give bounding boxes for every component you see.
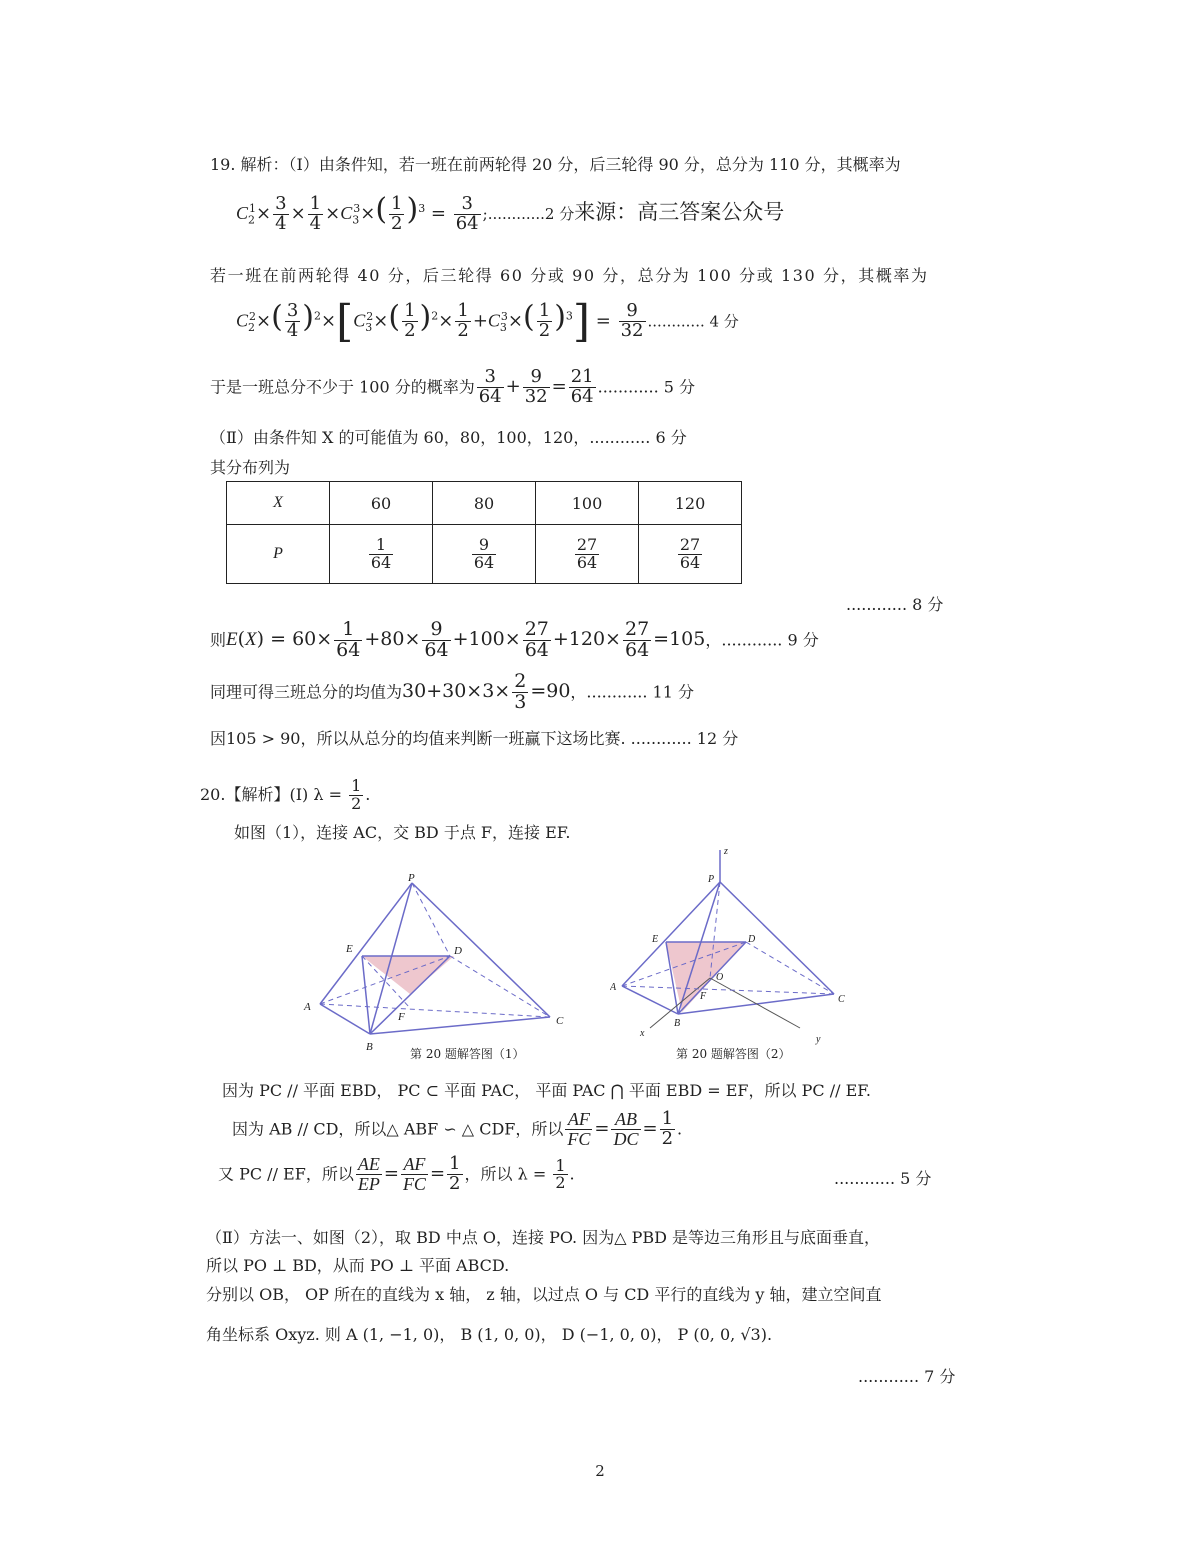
q20-line2: 因为 PC // 平面 EBD， PC ⊂ 平面 PAC， 平面 PAC ⋂ 平面 EBD = EF，所以 PC // EF.	[222, 1081, 871, 1100]
page-number: 2	[595, 1462, 605, 1480]
svg-text:F: F	[700, 991, 707, 1002]
q19-expectation: 则E(X) = 60× $\frac{1}{64}$ +80× $\frac{9}{64}$ +100× $\frac{27}{64}$ +120× $\frac{27}{64}$ =105，............ 9 分	[210, 618, 819, 661]
table-header-x: X	[227, 482, 330, 525]
table-p-label: P	[227, 525, 330, 584]
q19-line2: 若一班在前两轮得 40 分，后三轮得 60 分或 90 分，总分为 100 分或 130 分，其概率为	[210, 266, 929, 285]
shaded-triangle	[362, 956, 454, 994]
q19-eq1-score: ;............2 分	[482, 205, 575, 223]
distribution-table	[226, 481, 742, 584]
watermark-text: 来源：高三答案公众号	[574, 200, 785, 224]
q20-line1: 如图（1），连接 AC，交 BD 于点 F，连接 EF.	[234, 823, 571, 842]
table-header-cell: 100	[536, 482, 639, 525]
svg-text:C: C	[556, 1015, 564, 1027]
svg-text:P: P	[408, 874, 415, 884]
svg-text:E: E	[652, 934, 659, 945]
q19-line3: 于是一班总分不少于 100 分的概率为 $\frac{3}{64}$ + $\frac{9}{32}$ = $\frac{21}{64}$ ............ 5 分	[210, 366, 696, 407]
svg-text:B: B	[366, 1041, 373, 1053]
svg-text:F: F	[398, 1011, 405, 1023]
q19-avg: 同理可得三班总分的均值为30+30×3× $\frac{2}{3}$ =90，............ 11 分	[210, 670, 694, 713]
table-p-cell: $\frac{27}{64}$	[639, 525, 742, 584]
q20-line8: 角坐标系 Oxyz. 则 A (1, −1, 0)， B (1, 0, 0)， D (−1, 0, 0)， P (0, 0, √3).	[206, 1325, 773, 1344]
table-header-cell: 60	[330, 482, 433, 525]
q19-eq1: $C_2^1\times$ $\frac{3}{4}$ × $\frac{1}{4}$ $\times C_3^3\times$( $\frac{1}{2}$ )$^3$ = $\frac{3}{64}$ ;............2 分来源：高三答案公众号	[236, 192, 785, 234]
q20-head: 20.【解析】(Ⅰ) λ = $\frac{1}{2}$ .	[200, 776, 371, 813]
figure-2	[610, 844, 850, 1049]
table-p-cell: $\frac{27}{64}$	[536, 525, 639, 584]
svg-text:y: y	[816, 1034, 821, 1045]
svg-text:x: x	[640, 1028, 645, 1039]
q19-line5: 其分布列为	[210, 458, 291, 477]
svg-text:O: O	[716, 972, 724, 983]
svg-text:D: D	[454, 945, 462, 957]
q19-line3-score: ............ 5 分	[597, 377, 696, 397]
svg-text:A: A	[304, 1001, 311, 1013]
q19-score8: ............ 8 分	[846, 595, 944, 614]
q20-line4: 又 PC // EF，所以 $\frac{AE}{EP}$ = $\frac{AF}{FC}$ = $\frac{1}{2}$ ，所以 λ = $\frac{1}{2}$ .	[218, 1153, 575, 1194]
svg-text:A: A	[610, 982, 617, 993]
svg-text:D: D	[748, 934, 756, 945]
svg-text:z: z	[724, 846, 728, 857]
q20-line5: （Ⅱ）方法一、如图（2），取 BD 中点 O，连接 PO. 因为△ PBD 是等边三角形且与底面垂直，	[206, 1228, 881, 1247]
table-p-cell: $\frac{1}{64}$	[330, 525, 433, 584]
q20-line6: 所以 PO ⊥ BD，从而 PO ⊥ 平面 ABCD.	[206, 1256, 510, 1275]
svg-text:B: B	[674, 1018, 681, 1029]
q20-line3: 因为 AB // CD，所以△ ABF ∽ △ CDF，所以 $\frac{AF}{FC}$ = $\frac{AB}{DC}$ = $\frac{1}{2}$ .	[232, 1108, 683, 1149]
figure-2-caption: 第 20 题解答图（2）	[676, 1047, 791, 1061]
table-p-cell: $\frac{9}{64}$	[433, 525, 536, 584]
svg-text:P: P	[708, 874, 715, 885]
q19-eq2: $C_2^2\times$( $\frac{3}{4}$ )$^2\times[C_3^2\times$( $\frac{1}{2}$ )$^2$× $\frac{1}{2}$ $+C_3^3\times$( $\frac{1}{2}$ )$^3$] = $\frac{9}{32}$ ............ 4 分	[236, 296, 739, 347]
figure-1	[300, 874, 580, 1054]
figure-1-caption: 第 20 题解答图（1）	[410, 1047, 525, 1061]
q19-eq2-score: ............ 4 分	[647, 312, 739, 331]
svg-text:E: E	[346, 943, 353, 955]
q19-line3-prefix: 于是一班总分不少于 100 分的概率为	[210, 377, 475, 397]
q19-line4: （Ⅱ）由条件知 X 的可能值为 60，80，100，120，............ 6 分	[210, 428, 687, 447]
svg-text:C: C	[838, 994, 845, 1005]
q20-score5: ............ 5 分	[834, 1169, 932, 1188]
q20-score7: ............ 7 分	[858, 1367, 956, 1386]
q19-conclusion: 因105 > 90，所以从总分的均值来判断一班赢下这场比赛. ............ 12 分	[210, 729, 739, 748]
q20-line7: 分别以 OB， OP 所在的直线为 x 轴， z 轴，以过点 O 与 CD 平行的直线为 y 轴，建立空间直	[206, 1285, 882, 1304]
table-header-cell: 80	[433, 482, 536, 525]
q19-intro: 19. 解析：（Ⅰ）由条件知，若一班在前两轮得 20 分，后三轮得 90 分，总分为 110 分，其概率为	[210, 155, 901, 174]
table-header-cell: 120	[639, 482, 742, 525]
